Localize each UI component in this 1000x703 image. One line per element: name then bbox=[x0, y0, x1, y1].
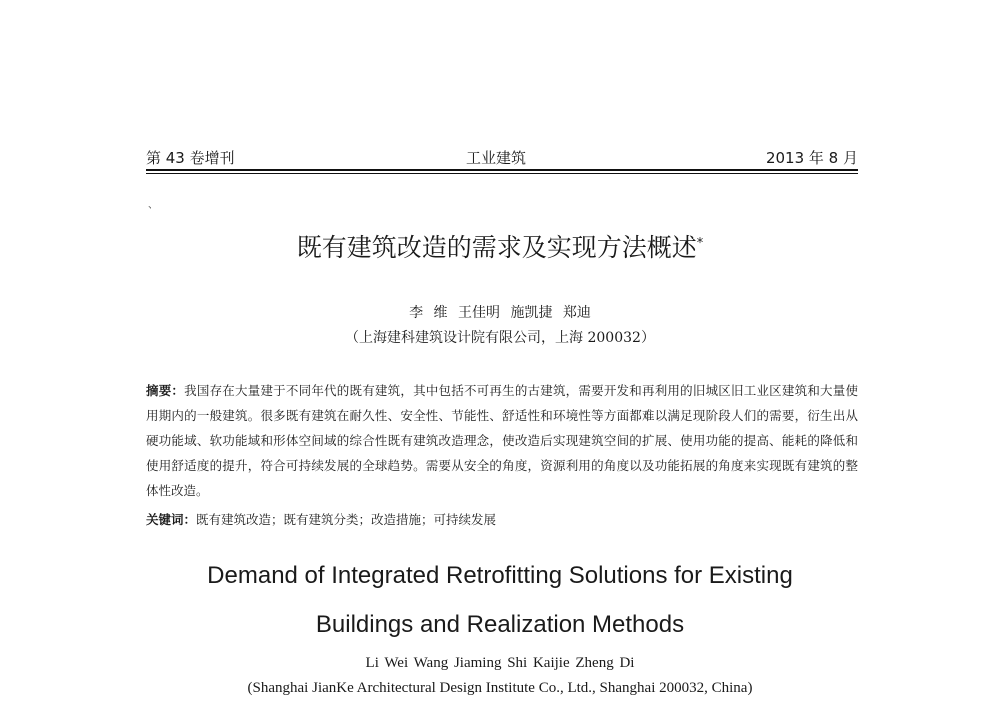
title-cn-text: 既有建筑改造的需求及实现方法概述 bbox=[296, 233, 697, 262]
abstract-cn bbox=[146, 378, 858, 503]
abstract-label: 摘要： bbox=[146, 383, 185, 398]
header-rule-thick bbox=[146, 169, 858, 171]
header-volume: 第 43 卷增刊 bbox=[146, 149, 235, 167]
affiliation-en: (Shanghai JianKe Architectural Design Institute Co., Ltd., Shanghai 200032, China) bbox=[247, 680, 753, 696]
header-rule-thin bbox=[146, 173, 858, 174]
authors-en: Li Wei Wang Jiaming Shi Kaijie Zheng Di bbox=[365, 655, 635, 671]
keywords-label: 关键词： bbox=[146, 512, 197, 527]
running-header bbox=[146, 147, 858, 169]
abstract-text: 我国存在大量建于不同年代的既有建筑，其中包括不可再生的古建筑，需要开发和再利用的旧城区旧工业区建筑和大量使用期内的一般建筑。很多既有建筑在耐久性、安全性、节能性、舒适性和环境性等方面都难以满足现阶段人们的需要，衍生出从硬功能域、软功能域和形体空间域的综合性既有建筑改造理念，使改造后实现建筑空间的扩展、使用功能的提高、能耗的降低和使用舒适度的提升，符合可持续发展的全球趋势。需要从安全的角度，资源利用的角度以及功能拓展的角度来实现既有建筑的整体性改造。 bbox=[146, 383, 858, 498]
header-journal: 工业建筑 bbox=[465, 149, 526, 167]
keywords-cn bbox=[146, 509, 858, 531]
paper-title-cn bbox=[0, 232, 1000, 264]
header-date: 2013 年 8 月 bbox=[765, 149, 858, 167]
keywords-text: 既有建筑改造；既有建筑分类；改造措施；可持续发展 bbox=[196, 512, 497, 527]
paper-title-en-line2: Buildings and Realization Methods bbox=[315, 611, 685, 638]
affiliation-cn: （上海建科建筑设计院有限公司，上海 200032） bbox=[345, 330, 655, 346]
title-footnote-mark: * bbox=[696, 236, 704, 251]
paper-title-en-line1: Demand of Integrated Retrofitting Solutions for Existing bbox=[207, 562, 793, 589]
stray-mark: 、 bbox=[148, 200, 158, 211]
authors-cn: 李 维 王佳明 施凯捷 郑迪 bbox=[409, 305, 591, 321]
